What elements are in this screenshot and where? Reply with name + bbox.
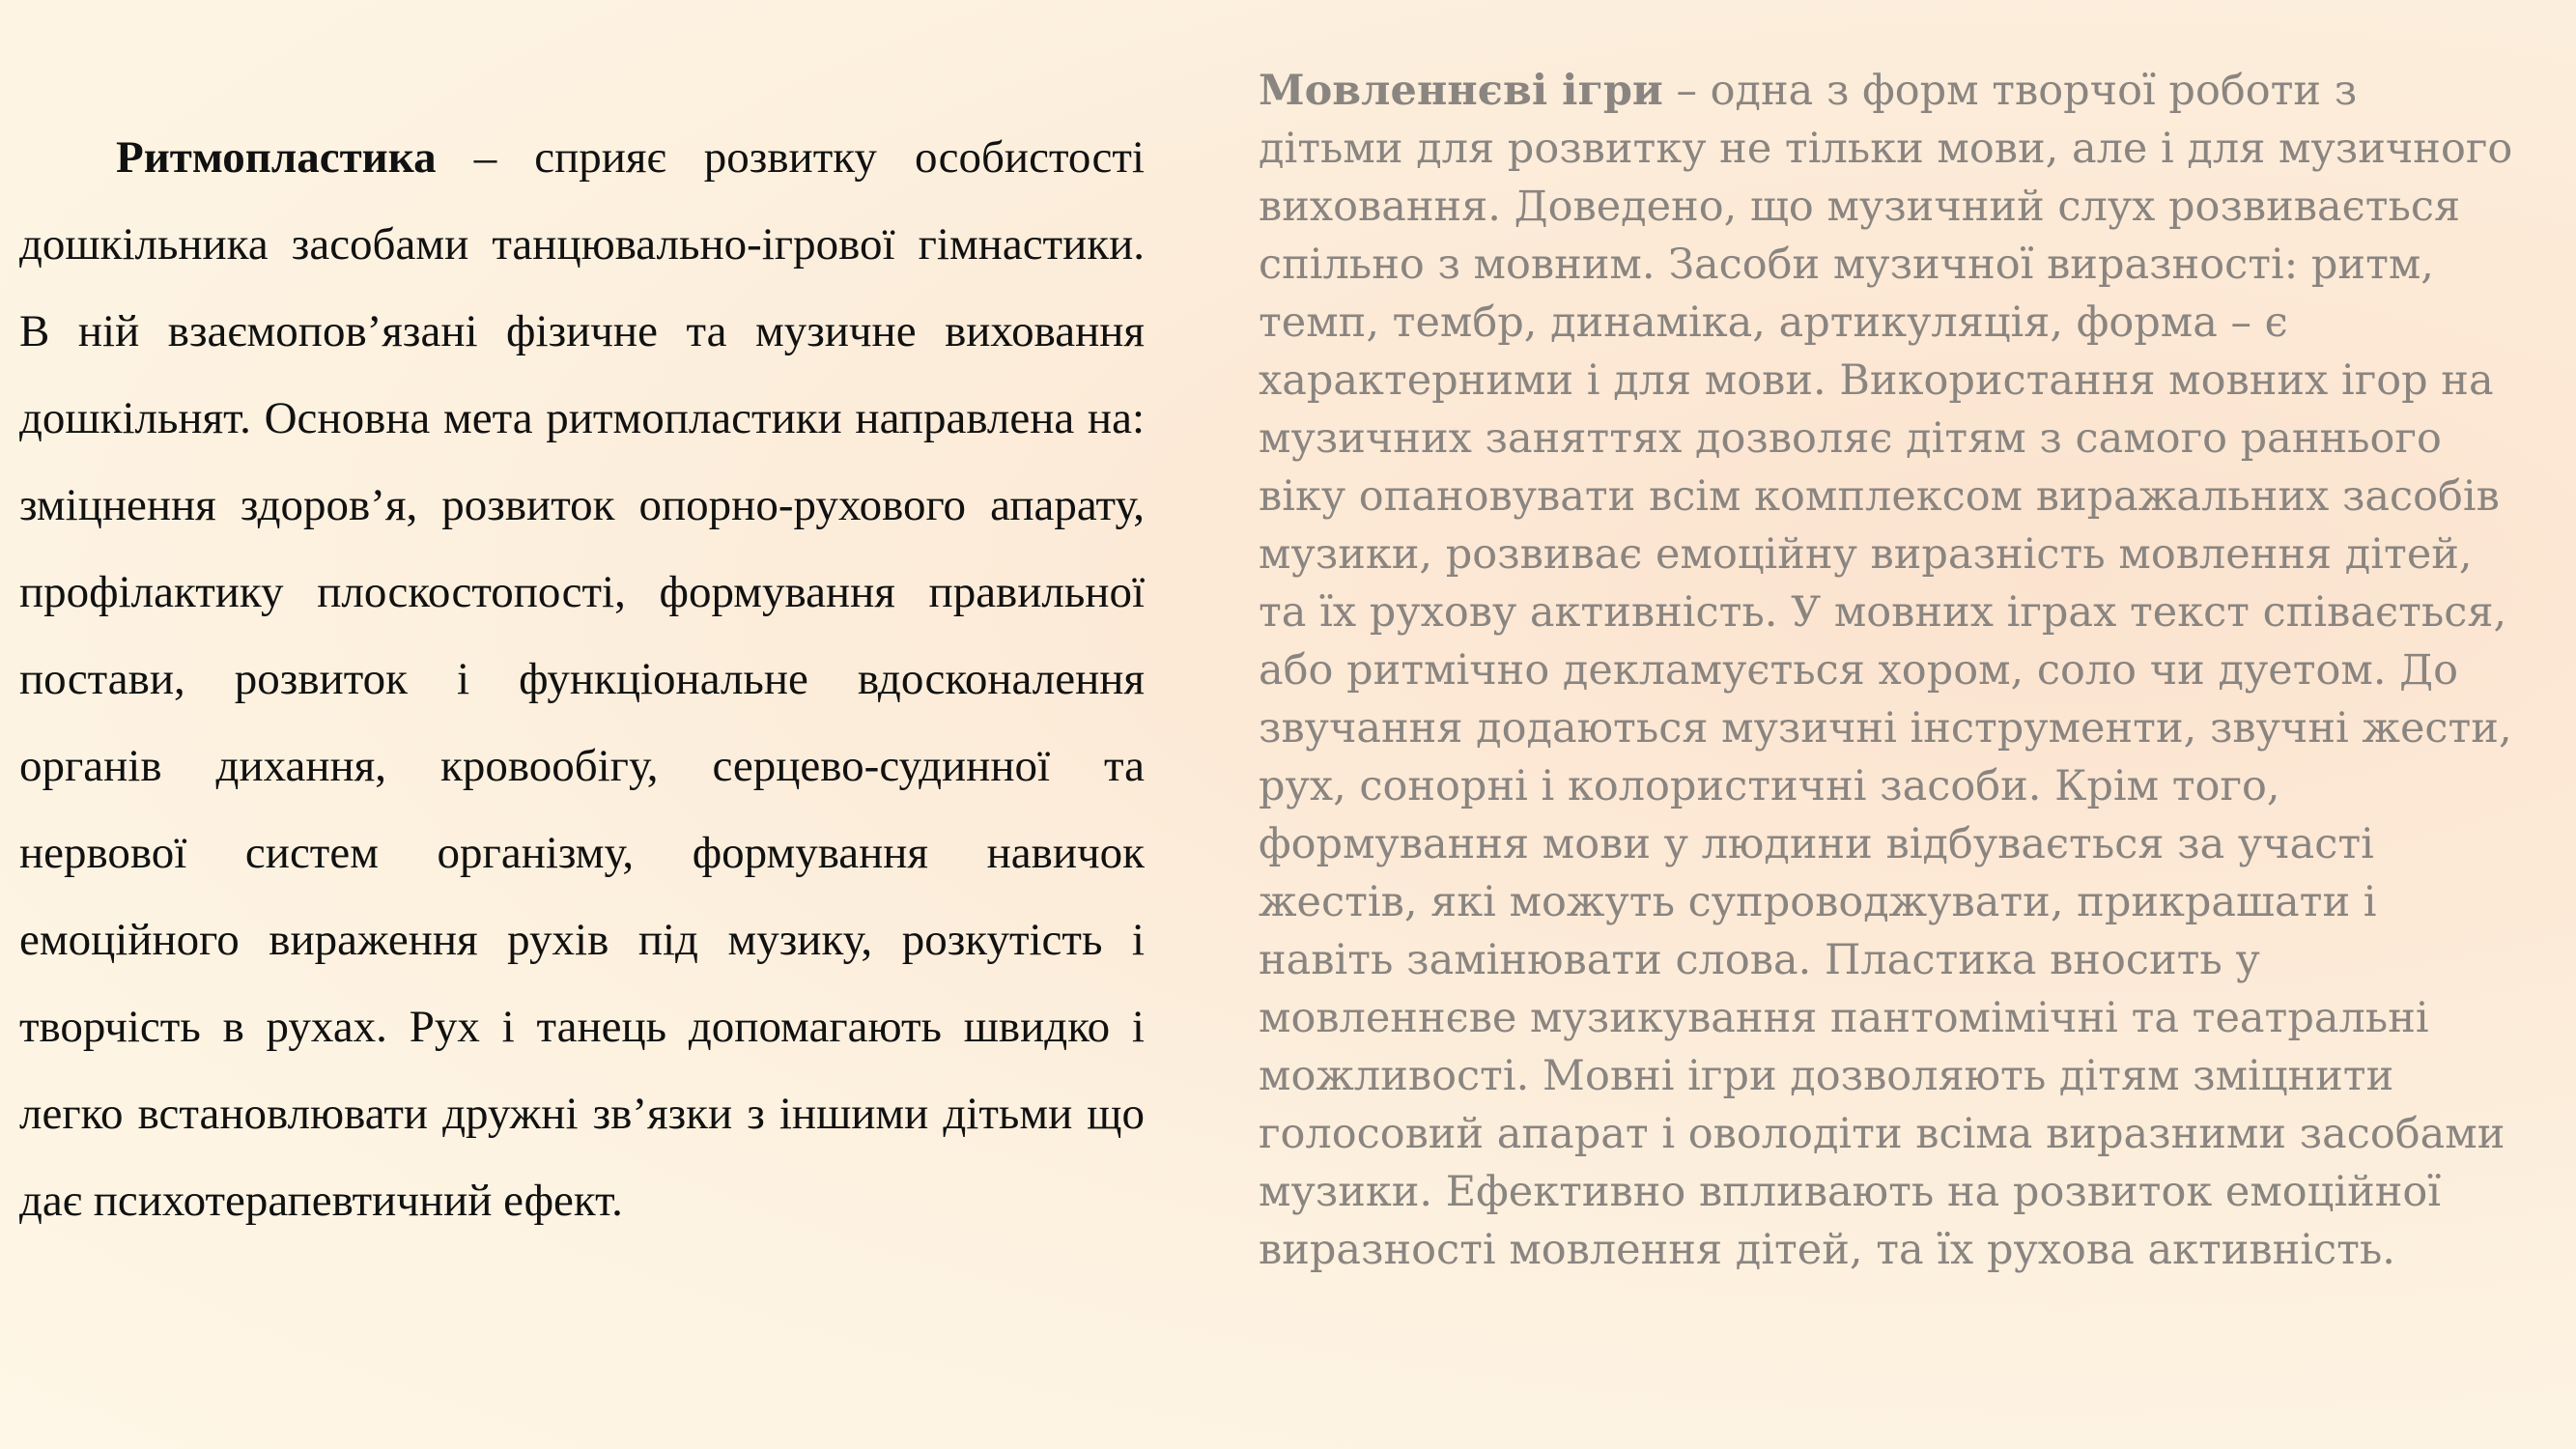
speech-games-term: Мовленнєві ігри <box>1259 67 1663 115</box>
speech-games-text: – одна з форм творчої роботи з дітьми для розвитку не тільки мови, але і для музичного виховання. Доведено, що музичний слух розвивається спільно з мовним. Засоби музичної виразності: ритм, темп, тембр, динаміка, артикуляція, форма – є характерними і для мови. Використання мовних ігор на музичних заняттях дозволяє дітям з самого раннього віку опановувати всім комплексом виражальних засобів музики, розвиває емоційну виразність мовлення дітей, та їх рухову активність. У мовних іграх текст співається, або ритмічно декламується хором, соло чи дуетом. До звучання додаються музичні інструменти, звучні жести, рух, сонорні і колористичні засоби. Крім того, формування мови у людини відбувається за участі жестів, які можуть супроводжувати, прикрашати і навіть замінювати слова. Пластика вносить у мовленнєве музикування пантомімічні та театральні можливості. Мовні ігри дозволяють дітям зміцнити голосовий апарат і оволодіти всіма виразними засобами музики. Ефективно впливають на розвиток емоційної виразності мовлення дітей, та їх рухова активність. <box>1259 67 2513 1274</box>
rhythmoplasty-text: – сприяє розвитку особистості дошкільника засобами танцювально-ігрової гімнастики. В ній взаємопов’язані фізичне та музичне виховання дошкільнят. Основна мета ритмопластики направлена на: зміцнення здоров’я, розвиток опорно-рухового апарату, профілактику плоскостопості, формування правильної постави, розвиток і функціональне вдосконалення органів дихання, кровообігу, серцево-судинної та нервової систем організму, формування навичок емоційного вираження рухів під музику, розкутість і творчість в рухах. Рух і танець допомагають швидко і легко встановлювати дружні зв’язки з іншими дітьми що дає психотерапевтичний ефект. <box>19 132 1145 1226</box>
speech-games-paragraph <box>1259 62 2514 1279</box>
rhythmoplasty-term: Ритмопластика <box>116 132 437 183</box>
rhythmoplasty-paragraph <box>19 114 1145 1244</box>
